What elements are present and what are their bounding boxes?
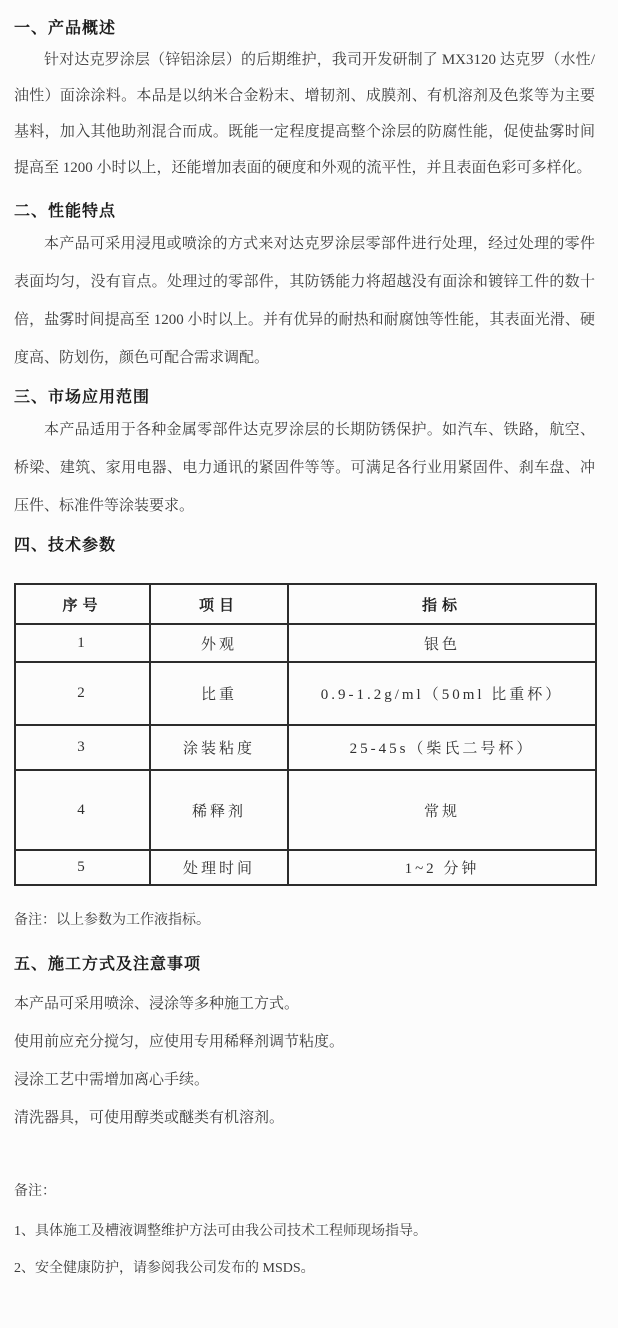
footer-note-item: 1、具体施工及槽液调整维护方法可由我公司技术工程师现场指导。: [14, 1224, 427, 1239]
cell-value: 常规: [288, 770, 596, 850]
construction-line: 使用前应充分搅匀，应使用专用稀释剂调节粘度。: [14, 1034, 345, 1050]
table-note: 备注：以上参数为工作液指标。: [14, 913, 210, 928]
table-row: [15, 770, 596, 850]
cell-no: 2: [15, 662, 150, 725]
cell-item: 涂装粘度: [150, 725, 288, 770]
section-heading-performance-features: 二、性能特点: [14, 203, 117, 220]
table-header-value: 指标: [288, 584, 596, 624]
cell-value: 25-45s（柴氏二号杯）: [288, 725, 596, 770]
cell-value: 0.9-1.2g/ml（50ml 比重杯）: [288, 662, 596, 725]
cell-item: 处理时间: [150, 850, 288, 885]
table-header-item: 项目: [150, 584, 288, 624]
footer-note-item: 2、安全健康防护，请参阅我公司发布的 MSDS。: [14, 1261, 315, 1276]
table-row: [15, 624, 596, 662]
cell-value: 1~2 分钟: [288, 850, 596, 885]
table-header-row: [15, 584, 596, 624]
construction-line: 本产品可采用喷涂、浸涂等多种施工方式。: [14, 996, 300, 1012]
paragraph-performance-features: 本产品可采用浸甩或喷涂的方式来对达克罗涂层零部件进行处理，经过处理的零件表面均匀，没有盲点。处理过的零部件，其防锈能力将超越没有面涂和镀锌工件的数十倍，盐雾时间提高至 1200 小时以上。并有优异的耐热和耐腐蚀等性能，其表面光滑、硬度高、防划伤，颜色可配合需求调配。: [14, 236, 595, 366]
cell-value: 银色: [288, 624, 596, 662]
paragraph-market-application: 本产品适用于各种金属零部件达克罗涂层的长期防锈保护。如汽车、铁路，航空、桥梁、建筑、家用电器、电力通讯的紧固件等等。可满足各行业用紧固件、刹车盘、冲压件、标准件等涂装要求。: [14, 422, 595, 514]
footer-notes-label: 备注：: [14, 1184, 56, 1199]
cell-no: 4: [15, 770, 150, 850]
table-header-no: 序号: [15, 584, 150, 624]
cell-no: 3: [15, 725, 150, 770]
construction-line: 浸涂工艺中需增加离心手续。: [14, 1072, 210, 1088]
paragraph-product-overview: 针对达克罗涂层（锌铝涂层）的后期维护，我司开发研制了 MX3120 达克罗（水性/油性）面涂涂料。本品是以纳米合金粉末、增韧剂、成膜剂、有机溶剂及色浆等为主要基料，加入其他助剂混合而成。既能一定程度提高整个涂层的防腐性能，促使盐雾时间提高至 1200 小时以上，还能增加表面的硬度和外观的流平性，并且表面色彩可多样化。: [14, 52, 595, 176]
technical-parameters-table: [14, 583, 597, 886]
table-row: [15, 725, 596, 770]
section-heading-technical-parameters: 四、技术参数: [14, 537, 117, 554]
construction-line: 清洗器具，可使用醇类或醚类有机溶剂。: [14, 1110, 285, 1126]
section-heading-construction-methods: 五、施工方式及注意事项: [14, 956, 202, 973]
table-row: [15, 662, 596, 725]
cell-no: 1: [15, 624, 150, 662]
cell-no: 5: [15, 850, 150, 885]
section-heading-product-overview: 一、产品概述: [14, 20, 117, 37]
cell-item: 稀释剂: [150, 770, 288, 850]
cell-item: 比重: [150, 662, 288, 725]
section-heading-market-application: 三、市场应用范围: [14, 389, 151, 406]
cell-item: 外观: [150, 624, 288, 662]
table-row: [15, 850, 596, 885]
